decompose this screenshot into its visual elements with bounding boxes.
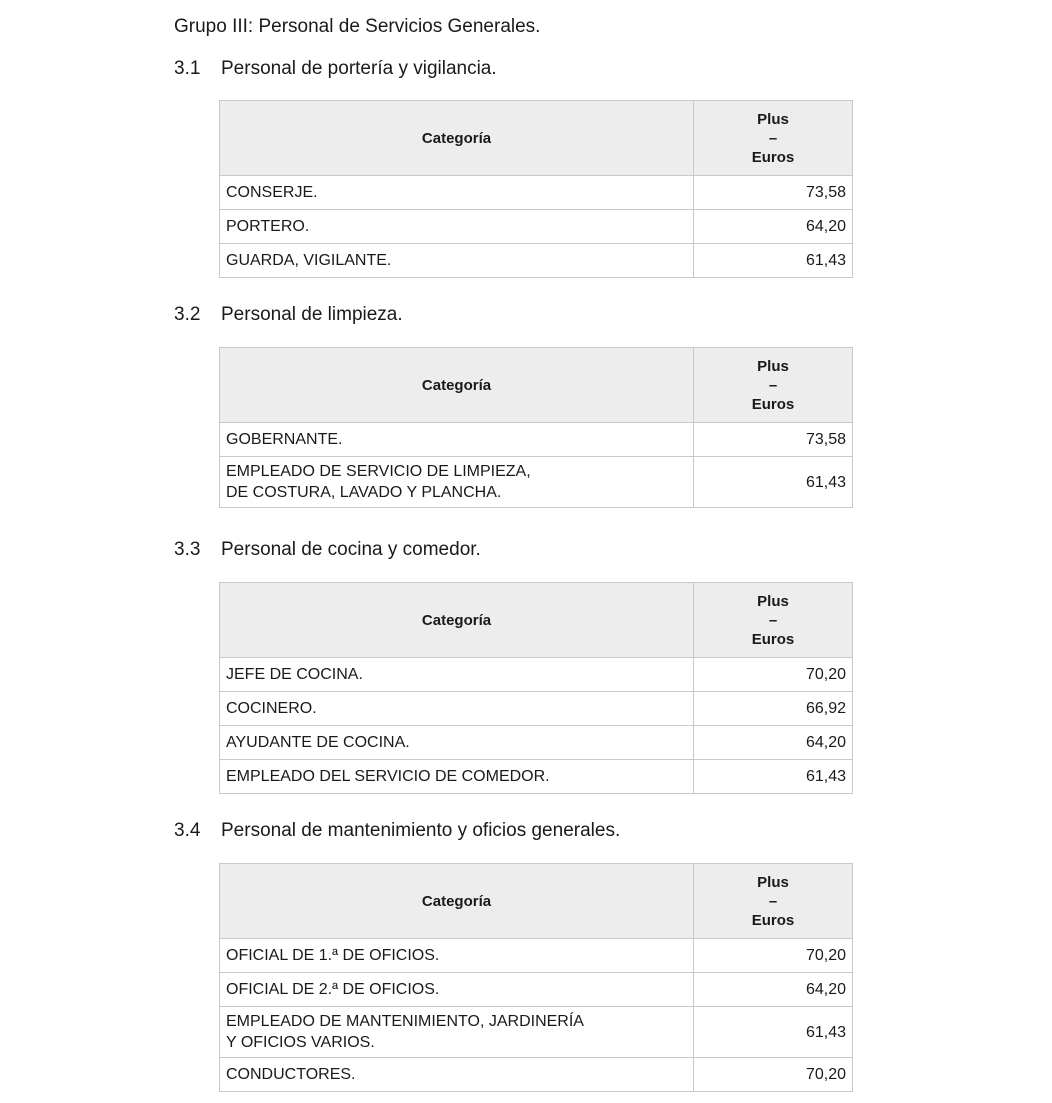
section-number: 3.2 [174, 304, 201, 325]
pay-table [219, 863, 853, 1092]
category-cell: GUARDA, VIGILANTE. [220, 244, 694, 278]
value-cell: 61,43 [694, 760, 853, 794]
pay-table [219, 100, 853, 278]
dash-label: – [768, 376, 778, 394]
dash-label: – [768, 611, 778, 629]
table-header-row [220, 583, 853, 658]
plus-label: Plus [757, 873, 789, 891]
category-column-header: Categoría [220, 583, 694, 658]
plus-euros-column-header [694, 348, 853, 423]
value-cell: 73,58 [694, 176, 853, 210]
pay-table [219, 582, 853, 794]
category-cell: COCINERO. [220, 692, 694, 726]
table-header-row [220, 101, 853, 176]
plus-euros-column-header [694, 101, 853, 176]
value-cell: 64,20 [694, 210, 853, 244]
value-cell: 70,20 [694, 1058, 853, 1092]
section-title: Personal de portería y vigilancia. [221, 58, 497, 79]
value-cell: 66,92 [694, 692, 853, 726]
pay-table [219, 347, 853, 508]
category-line: DE COSTURA, LAVADO Y PLANCHA. [226, 484, 502, 501]
plus-euros-column-header [694, 583, 853, 658]
table-row [220, 973, 853, 1007]
value-cell: 73,58 [694, 423, 853, 457]
euros-label: Euros [751, 911, 795, 929]
category-cell [220, 1007, 694, 1058]
dash-label: – [768, 892, 778, 910]
section-heading [174, 820, 620, 842]
plus-label: Plus [757, 592, 789, 610]
table-header-row [220, 348, 853, 423]
section-title: Personal de limpieza. [221, 304, 403, 325]
category-cell: EMPLEADO DEL SERVICIO DE COMEDOR. [220, 760, 694, 794]
category-column-header: Categoría [220, 864, 694, 939]
table-row [220, 210, 853, 244]
plus-label: Plus [757, 110, 789, 128]
value-cell: 64,20 [694, 973, 853, 1007]
category-cell [220, 457, 694, 508]
section-title: Personal de cocina y comedor. [221, 539, 481, 560]
category-cell: AYUDANTE DE COCINA. [220, 726, 694, 760]
group-title: Grupo III: Personal de Servicios Generales. [174, 16, 541, 37]
table-row [220, 457, 853, 508]
table-row [220, 760, 853, 794]
value-cell: 61,43 [694, 244, 853, 278]
category-cell: CONDUCTORES. [220, 1058, 694, 1092]
euros-label: Euros [751, 395, 795, 413]
category-line: EMPLEADO DE SERVICIO DE LIMPIEZA, [226, 463, 531, 480]
category-cell: OFICIAL DE 2.ª DE OFICIOS. [220, 973, 694, 1007]
section-heading [174, 304, 403, 326]
value-cell: 61,43 [694, 457, 853, 508]
table-row [220, 726, 853, 760]
table-row [220, 423, 853, 457]
plus-label: Plus [757, 357, 789, 375]
section-number: 3.1 [174, 58, 201, 79]
table-row [220, 176, 853, 210]
table-header-row [220, 864, 853, 939]
section-title: Personal de mantenimiento y oficios generales. [221, 820, 621, 841]
value-cell: 64,20 [694, 726, 853, 760]
table-row [220, 244, 853, 278]
category-cell: OFICIAL DE 1.ª DE OFICIOS. [220, 939, 694, 973]
category-column-header: Categoría [220, 348, 694, 423]
table-row [220, 939, 853, 973]
section-number: 3.3 [174, 539, 201, 560]
table-row [220, 692, 853, 726]
euros-label: Euros [751, 630, 795, 648]
category-line: EMPLEADO DE MANTENIMIENTO, JARDINERÍA [226, 1013, 584, 1030]
category-cell: CONSERJE. [220, 176, 694, 210]
value-cell: 70,20 [694, 658, 853, 692]
section-heading [174, 58, 497, 80]
section-heading [174, 539, 481, 561]
value-cell: 61,43 [694, 1007, 853, 1058]
euros-label: Euros [751, 148, 795, 166]
table-row [220, 658, 853, 692]
category-column-header: Categoría [220, 101, 694, 176]
table-row [220, 1058, 853, 1092]
plus-euros-column-header [694, 864, 853, 939]
category-cell: JEFE DE COCINA. [220, 658, 694, 692]
value-cell: 70,20 [694, 939, 853, 973]
category-cell: PORTERO. [220, 210, 694, 244]
section-number: 3.4 [174, 820, 201, 841]
category-cell: GOBERNANTE. [220, 423, 694, 457]
category-line: Y OFICIOS VARIOS. [226, 1034, 375, 1051]
table-row [220, 1007, 853, 1058]
dash-label: – [768, 129, 778, 147]
